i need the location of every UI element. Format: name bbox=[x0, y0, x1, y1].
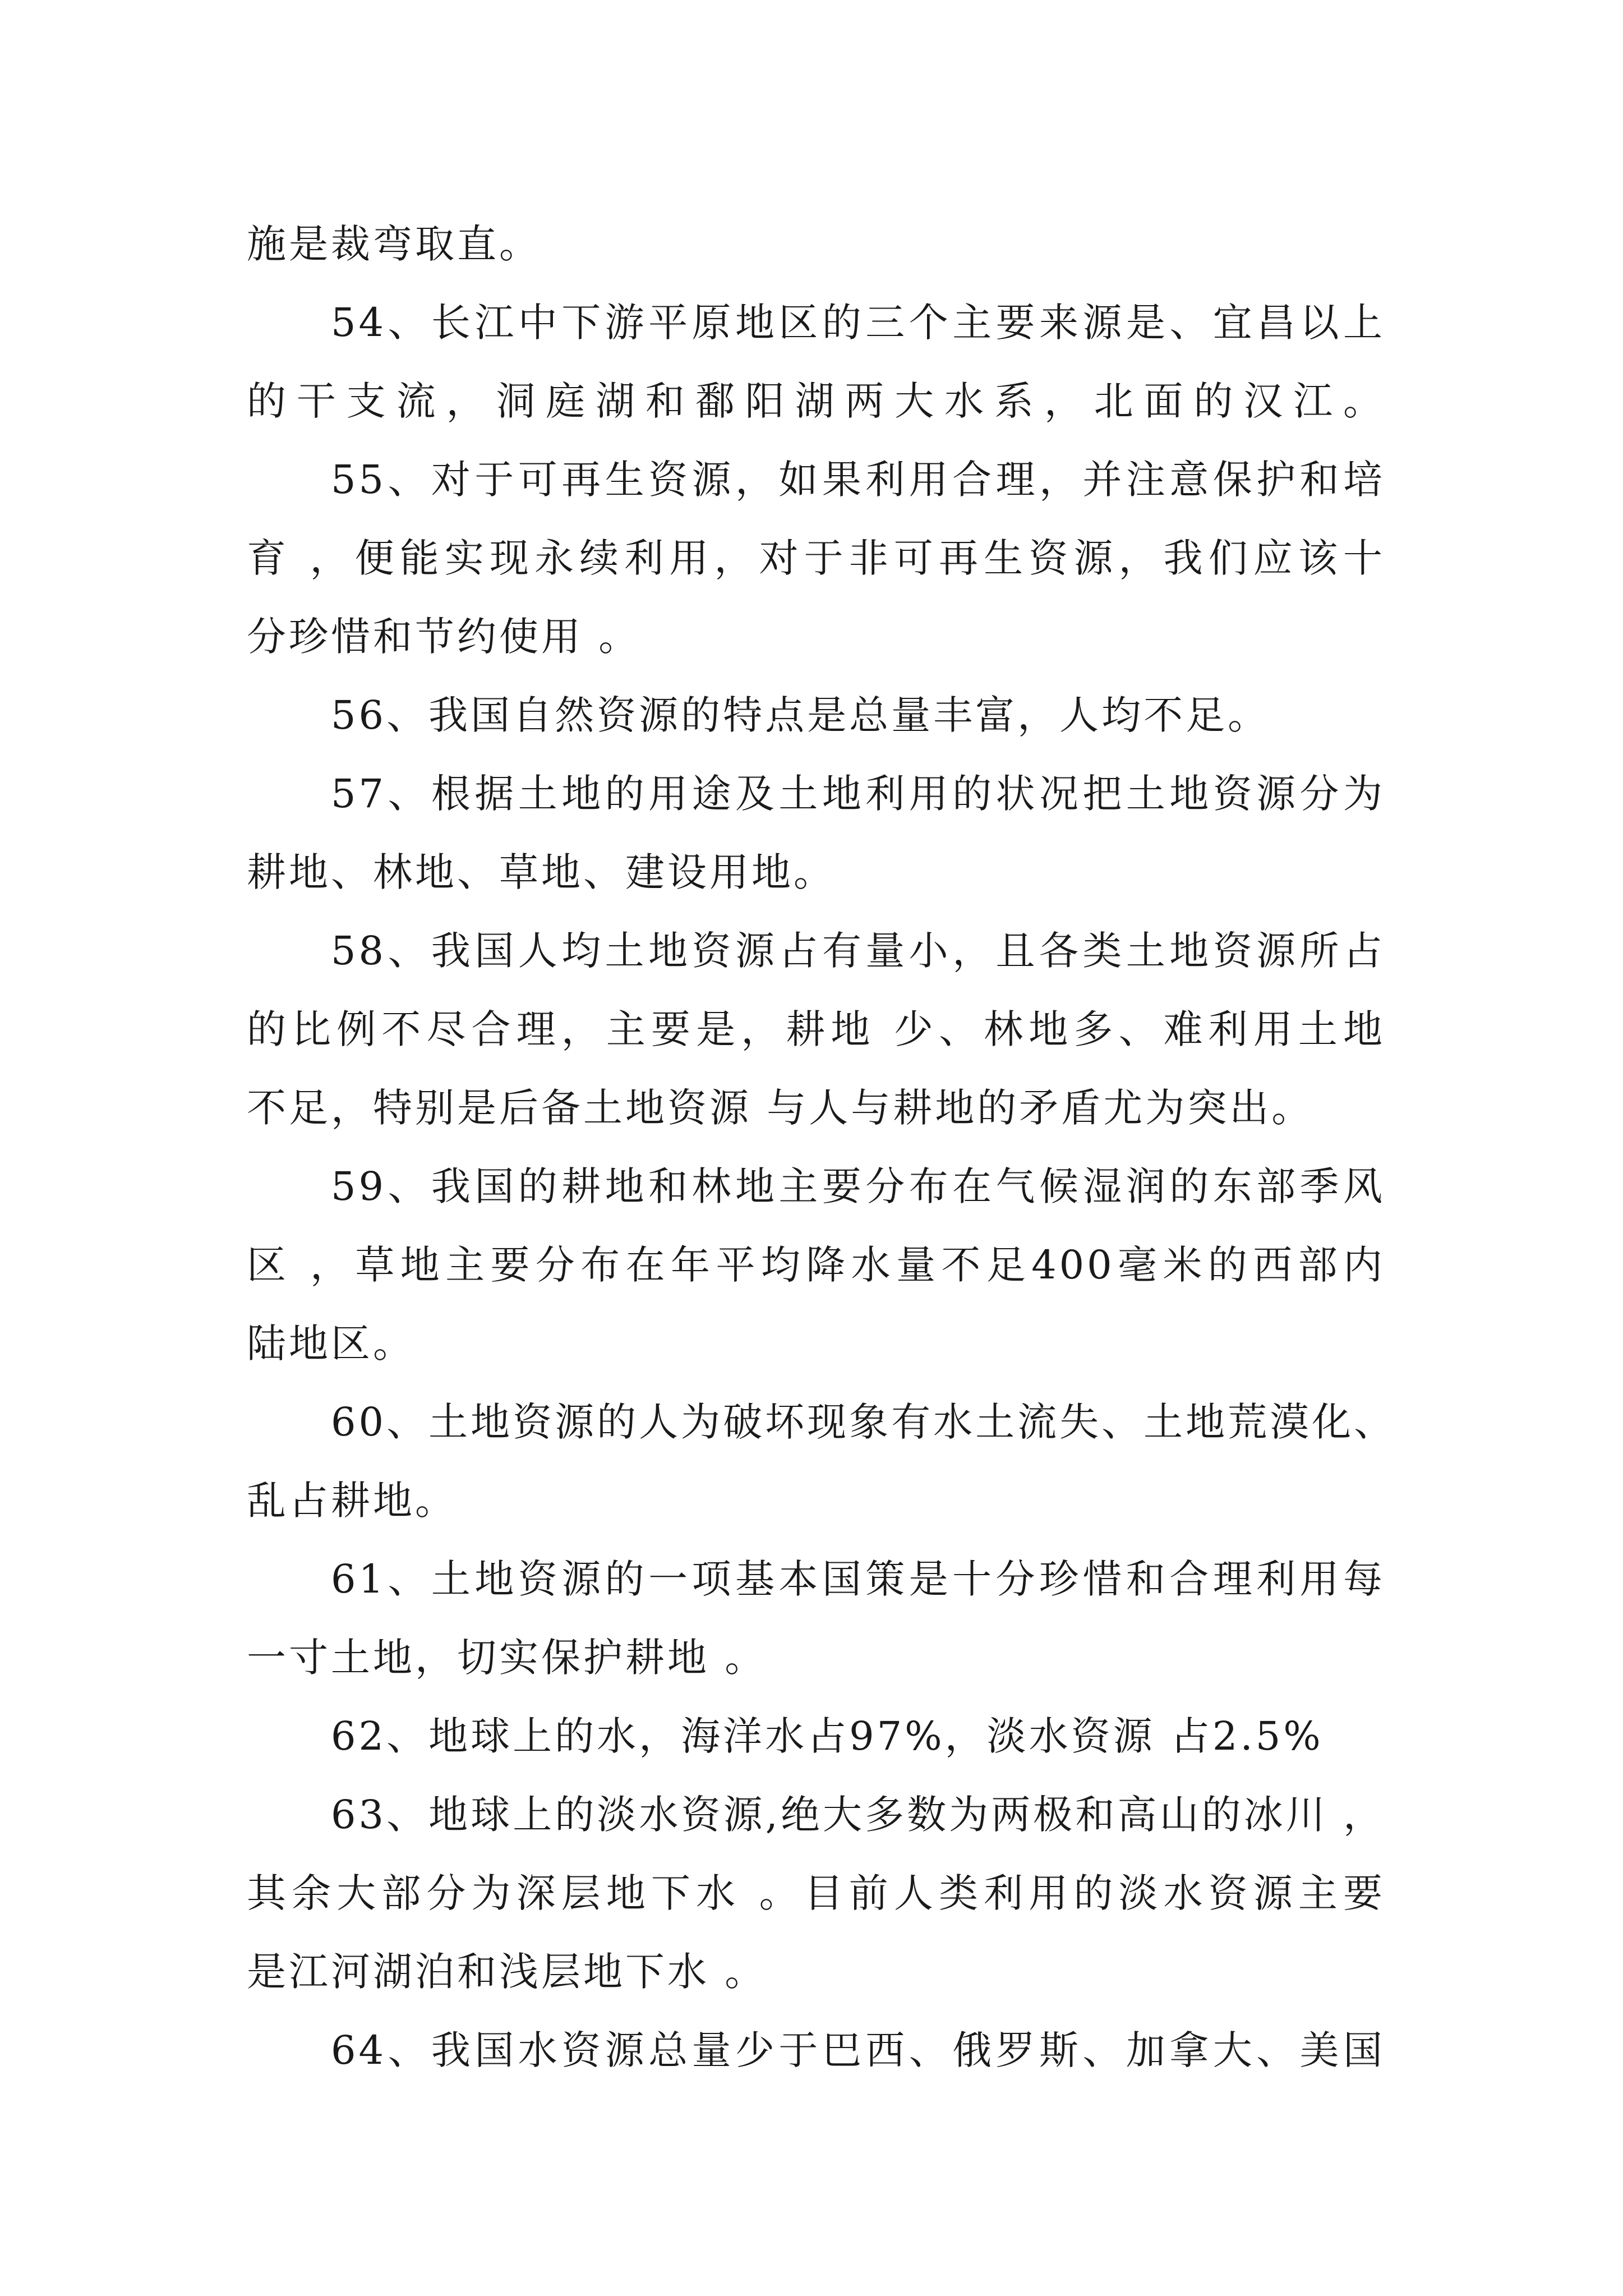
text-line: 不足，特别是后备土地资源 与人与耕地的矛盾尤为突出。 bbox=[247, 1085, 1314, 1131]
text-line: 分珍惜和节约使用 。 bbox=[247, 614, 641, 660]
text-line: 的干支流，洞庭湖和鄱阳湖两大水系，北面的汉江。 bbox=[247, 378, 1385, 424]
text-line: 57、根据土地的用途及土地利用的状况把土地资源分为 bbox=[331, 771, 1385, 817]
text-line: 乱占耕地。 bbox=[247, 1478, 457, 1524]
text-line: 陆地区。 bbox=[247, 1320, 415, 1366]
text-line: 54、长江中下游平原地区的三个主要来源是、宜昌以上 bbox=[331, 300, 1385, 346]
text-line: 63、地球上的淡水资源,绝大多数为两极和高山的冰川 ， bbox=[331, 1792, 1385, 1838]
text-line: 62、地球上的水，海洋水占97%，淡水资源 占2.5% bbox=[331, 1713, 1324, 1759]
text-line: 其余大部分为深层地下水 。目前人类利用的淡水资源主要 bbox=[247, 1870, 1385, 1916]
text-line: 耕地、林地、草地、建设用地。 bbox=[247, 849, 836, 895]
text-line: 是江河湖泊和浅层地下水 。 bbox=[247, 1949, 767, 1995]
text-line: 58、我国人均土地资源占有量小，且各类土地资源所占 bbox=[331, 928, 1385, 974]
text-line: 55、对于可再生资源，如果利用合理，并注意保护和培 bbox=[331, 457, 1385, 503]
text-line: 施是裁弯取直。 bbox=[247, 221, 541, 267]
text-line: 60、土地资源的人为破坏现象有水土流失、土地荒漠化、 bbox=[331, 1399, 1396, 1445]
text-line: 育 ，便能实现永续利用，对于非可再生资源，我们应该十 bbox=[247, 535, 1385, 581]
text-line: 61、土地资源的一项基本国策是十分珍惜和合理利用每 bbox=[331, 1556, 1385, 1602]
text-line: 的比例不尽合理，主要是，耕地 少、林地多、难利用土地 bbox=[247, 1006, 1385, 1052]
text-line: 59、我国的耕地和林地主要分布在气候湿润的东部季风 bbox=[331, 1163, 1385, 1209]
text-line: 区 ，草地主要分布在年平均降水量不足400毫米的西部内 bbox=[247, 1242, 1385, 1288]
text-line: 56、我国自然资源的特点是总量丰富，人均不足。 bbox=[331, 692, 1270, 738]
text-line: 一寸土地，切实保护耕地 。 bbox=[247, 1635, 767, 1681]
text-line: 64、我国水资源总量少于巴西、俄罗斯、加拿大、美国 bbox=[331, 2027, 1385, 2073]
